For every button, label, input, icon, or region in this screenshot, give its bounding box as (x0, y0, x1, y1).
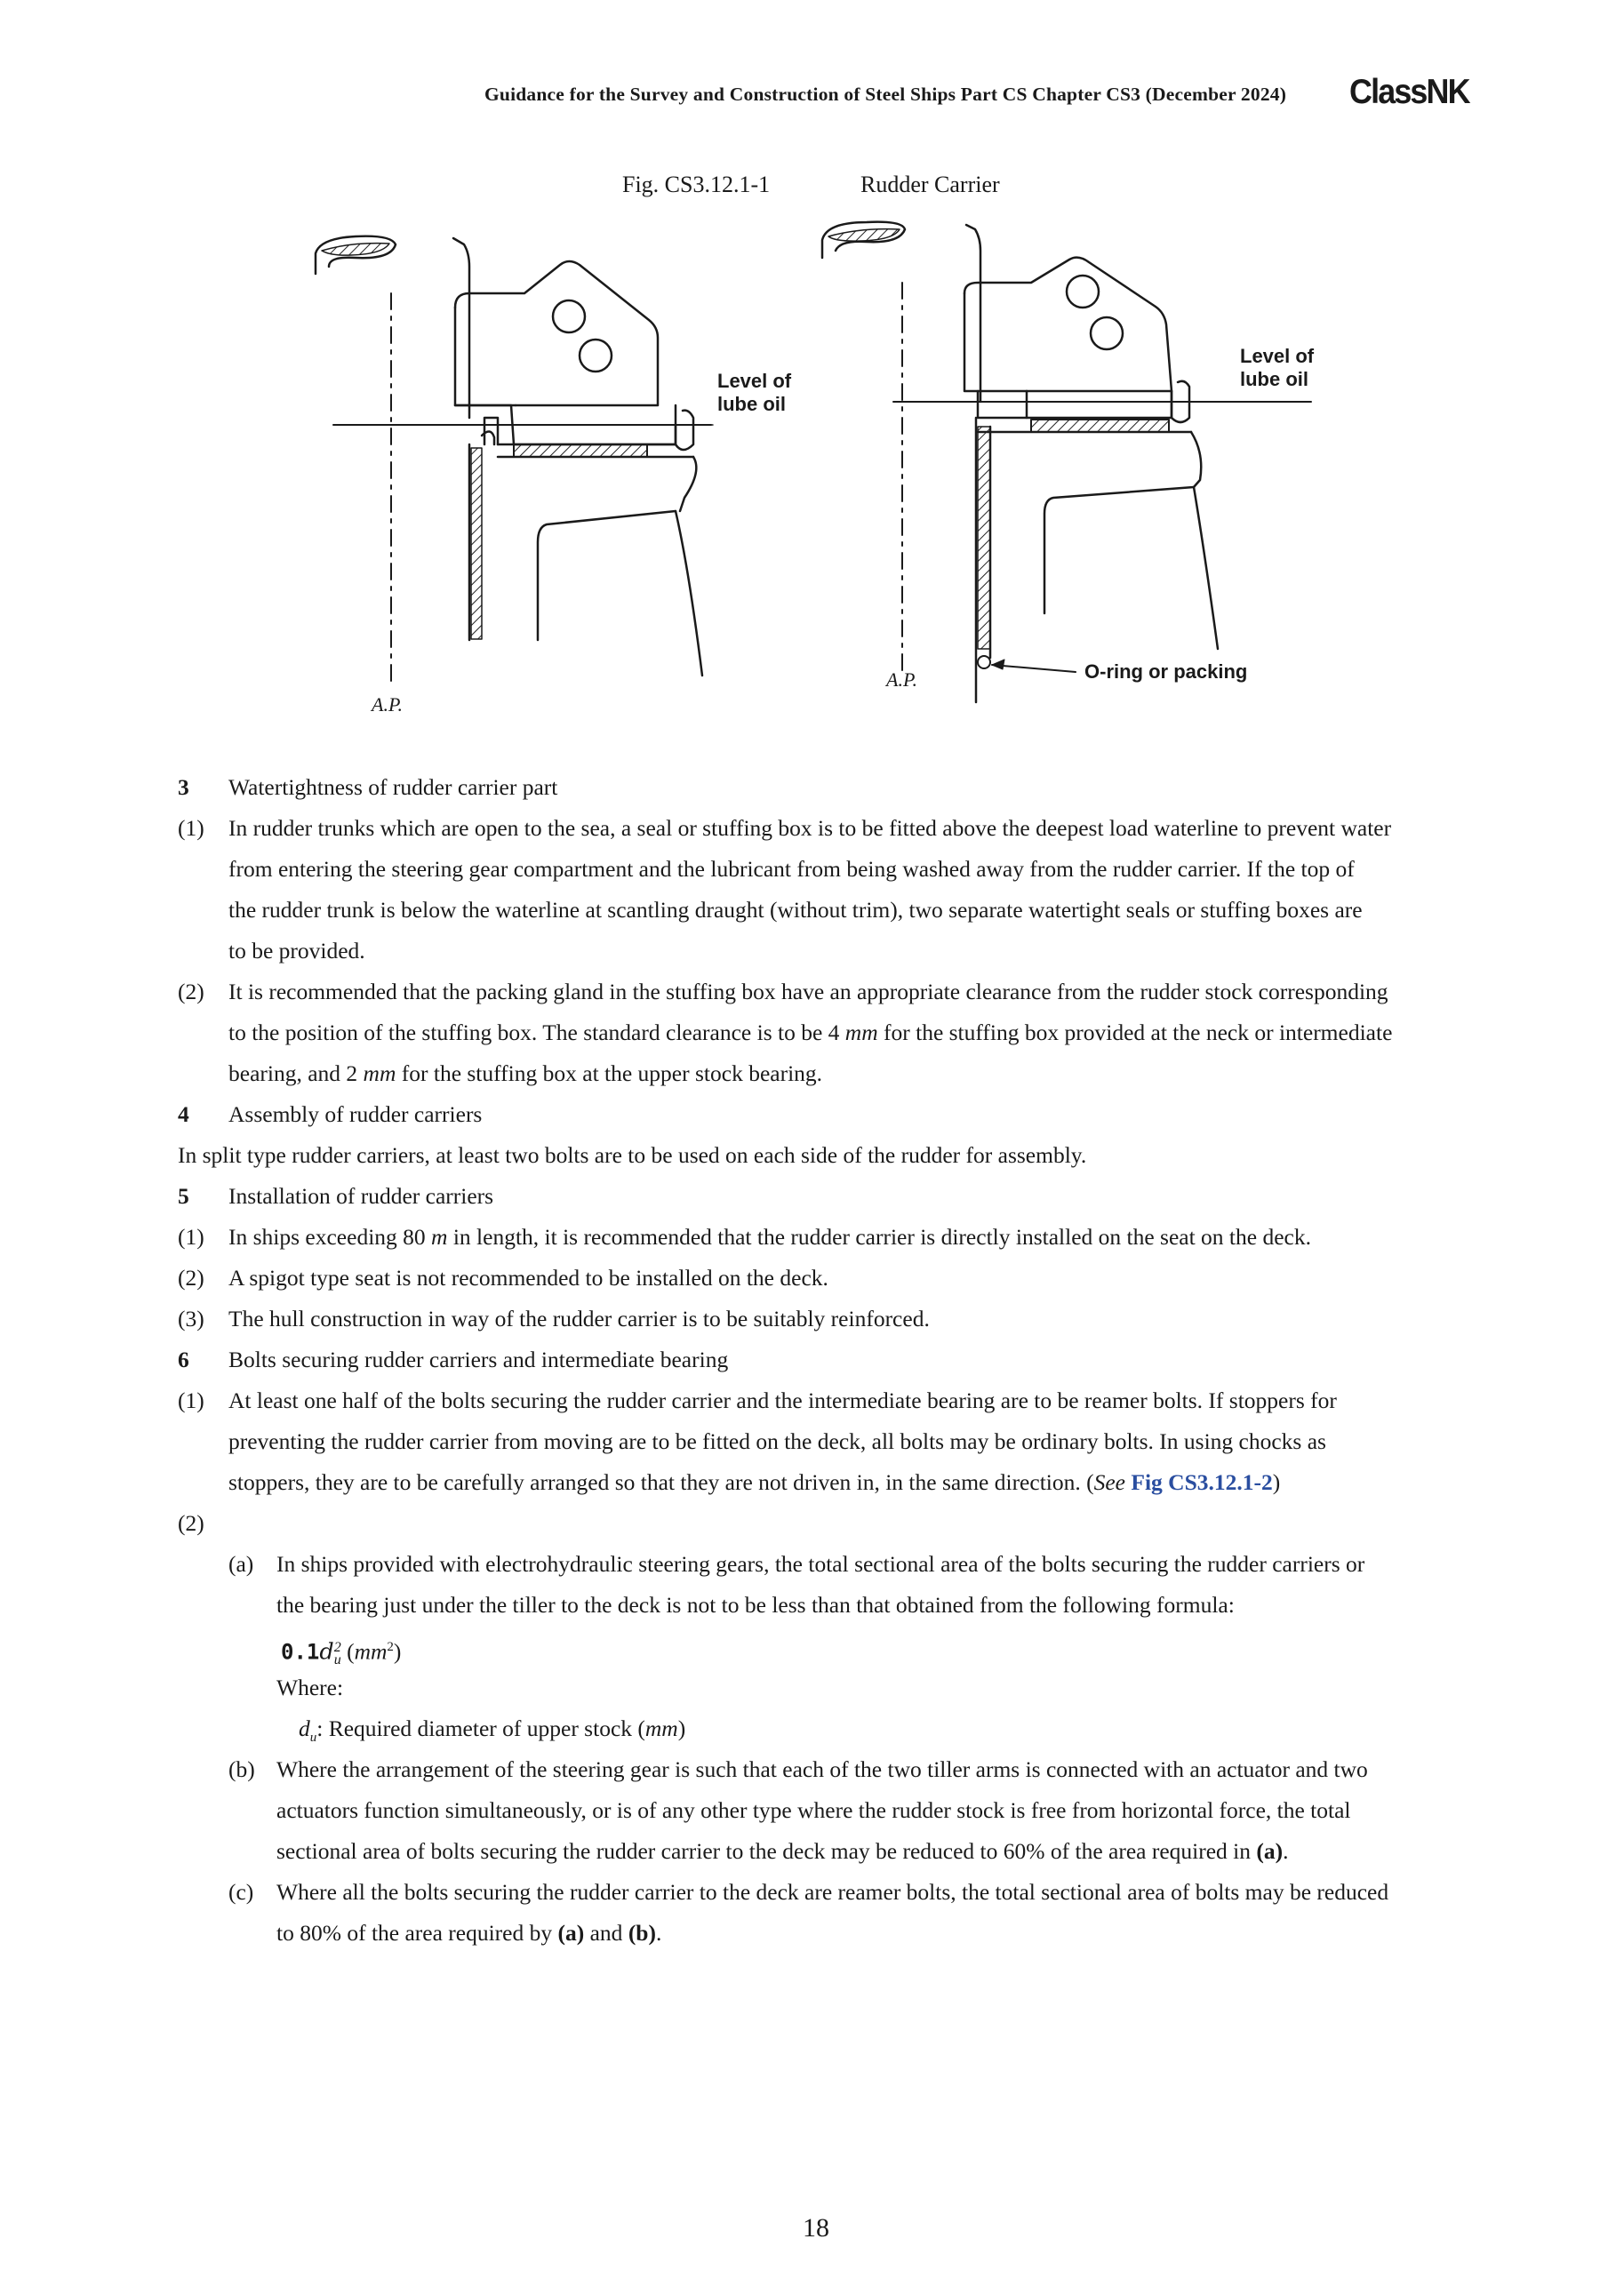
s3-1-line3: the rudder trunk is below the waterline at scantling draught (without trim), two separate watertight seals or stuffing boxes are (228, 897, 1363, 923)
oring-label: O-ring or packing (1084, 660, 1248, 683)
figure-title: Rudder Carrier (860, 172, 1000, 197)
s5-3-number: (3) (178, 1306, 204, 1331)
item-b-number: (b) (228, 1756, 255, 1782)
s6-2-number: (2) (178, 1510, 204, 1536)
page-header: Guidance for the Survey and Construction of Steel Ships Part CS Chapter CS3 (December 2024) (484, 84, 1287, 105)
item-a-line2: the bearing just under the tiller to the deck is not to be less than that obtained from the following formula: (276, 1592, 1235, 1618)
section-6-title: Bolts securing rudder carriers and intermediate bearing (228, 1347, 729, 1372)
section-4-number: 4 (178, 1101, 189, 1127)
s6-1-line1: At least one half of the bolts securing the rudder carrier and the intermediate bearing are to be reamer bolts. If stoppers for (228, 1387, 1337, 1413)
section-4-title: Assembly of rudder carriers (228, 1101, 483, 1127)
s3-2-line1: It is recommended that the packing gland in the stuffing box have an appropriate clearance from the rudder stock corresponding (228, 979, 1388, 1004)
right-level-label: Level of (1240, 345, 1315, 367)
item-a-number: (a) (228, 1551, 254, 1577)
section-3-number: 3 (178, 774, 189, 800)
item-c-number: (c) (228, 1879, 254, 1905)
item-b-line1: Where the arrangement of the steering gear is such that each of the two tiller arms is connected with an actuator and two (276, 1756, 1368, 1782)
section-5-number: 5 (178, 1183, 189, 1209)
left-lube-oil-label: lube oil (717, 393, 786, 415)
section-4-text: In split type rudder carriers, at least two bolts are to be used on each side of the rudder for assembly. (178, 1142, 1087, 1168)
du-definition: $d_u$: Required diameter of upper stock (mm) (299, 1715, 686, 1746)
item-b-line2: actuators function simultaneously, or is of any other type where the rudder stock is free from horizontal force, the total (276, 1797, 1351, 1823)
right-rudder-carrier-diagram (822, 222, 1311, 702)
section-6-number: 6 (178, 1347, 189, 1372)
s3-1-line4: to be provided. (228, 938, 365, 964)
item-c-line2: to 80% of the area required by (a) and (b). (276, 1920, 662, 1946)
figure-number: Fig. CS3.12.1-1 (622, 172, 771, 197)
left-rudder-carrier-diagram (316, 236, 713, 684)
fig-cs3-12-1-2-link[interactable]: Fig CS3.12.1-2 (1131, 1469, 1273, 1495)
item-b-line3: sectional area of bolts securing the rudder carrier to the deck may be reduced to 60% of the area required in (a). (276, 1838, 1289, 1864)
s6-1-line3: stoppers, they are to be carefully arranged so that they are not driven in, in the same direction. (See Fig CS3.12.1-2) (228, 1469, 1281, 1495)
s3-1-line1: In rudder trunks which are open to the sea, a seal or stuffing box is to be fitted above the deepest load waterline to prevent water (228, 815, 1392, 841)
s5-2-number: (2) (178, 1265, 204, 1291)
s6-1-number: (1) (178, 1387, 204, 1413)
right-lube-oil-label: lube oil (1240, 368, 1308, 390)
classnk-logo: ClassNK (1349, 73, 1469, 111)
left-level-label: Level of (717, 370, 792, 392)
s3-2-line3: bearing, and 2 mm for the stuffing box at the upper stock bearing. (228, 1060, 823, 1086)
s5-2-text: A spigot type seat is not recommended to be installed on the deck. (228, 1265, 828, 1291)
s3-1-number: (1) (178, 815, 204, 841)
s3-1-line2: from entering the steering gear compartment and the lubricant from being washed away from the rudder carrier. If the top of (228, 856, 1355, 882)
page-number: 18 (803, 2213, 829, 2243)
where-label: Where: (276, 1675, 344, 1700)
s5-1-text: In ships exceeding 80 m in length, it is recommended that the rudder carrier is directly installed on the seat on the deck. (228, 1224, 1311, 1250)
s5-1-number: (1) (178, 1224, 204, 1250)
rudder-carrier-figure (0, 0, 1624, 764)
s6-1-line2: preventing the rudder carrier from moving are to be fitted on the deck, all bolts may be ordinary bolts. In using chocks as (228, 1428, 1326, 1454)
s3-2-line2: to the position of the stuffing box. The standard clearance is to be 4 mm for the stuffing box provided at the neck or intermediate (228, 1020, 1393, 1045)
section-5-title: Installation of rudder carriers (228, 1183, 494, 1209)
formula: 0.1d 2 u $(mm^2)$ (281, 1638, 402, 1667)
s5-3-text: The hull construction in way of the rudder carrier is to be suitably reinforced. (228, 1306, 930, 1331)
item-a-line1: In ships provided with electrohydraulic steering gears, the total sectional area of the bolts securing the rudder carriers or (276, 1551, 1365, 1577)
item-c-line1: Where all the bolts securing the rudder carrier to the deck are reamer bolts, the total sectional area of bolts may be reduced (276, 1879, 1389, 1905)
s3-2-number: (2) (178, 979, 204, 1004)
left-ap-label: A.P. (372, 693, 404, 716)
section-3-title: Watertightness of rudder carrier part (228, 774, 558, 800)
right-ap-label: A.P. (886, 668, 918, 691)
